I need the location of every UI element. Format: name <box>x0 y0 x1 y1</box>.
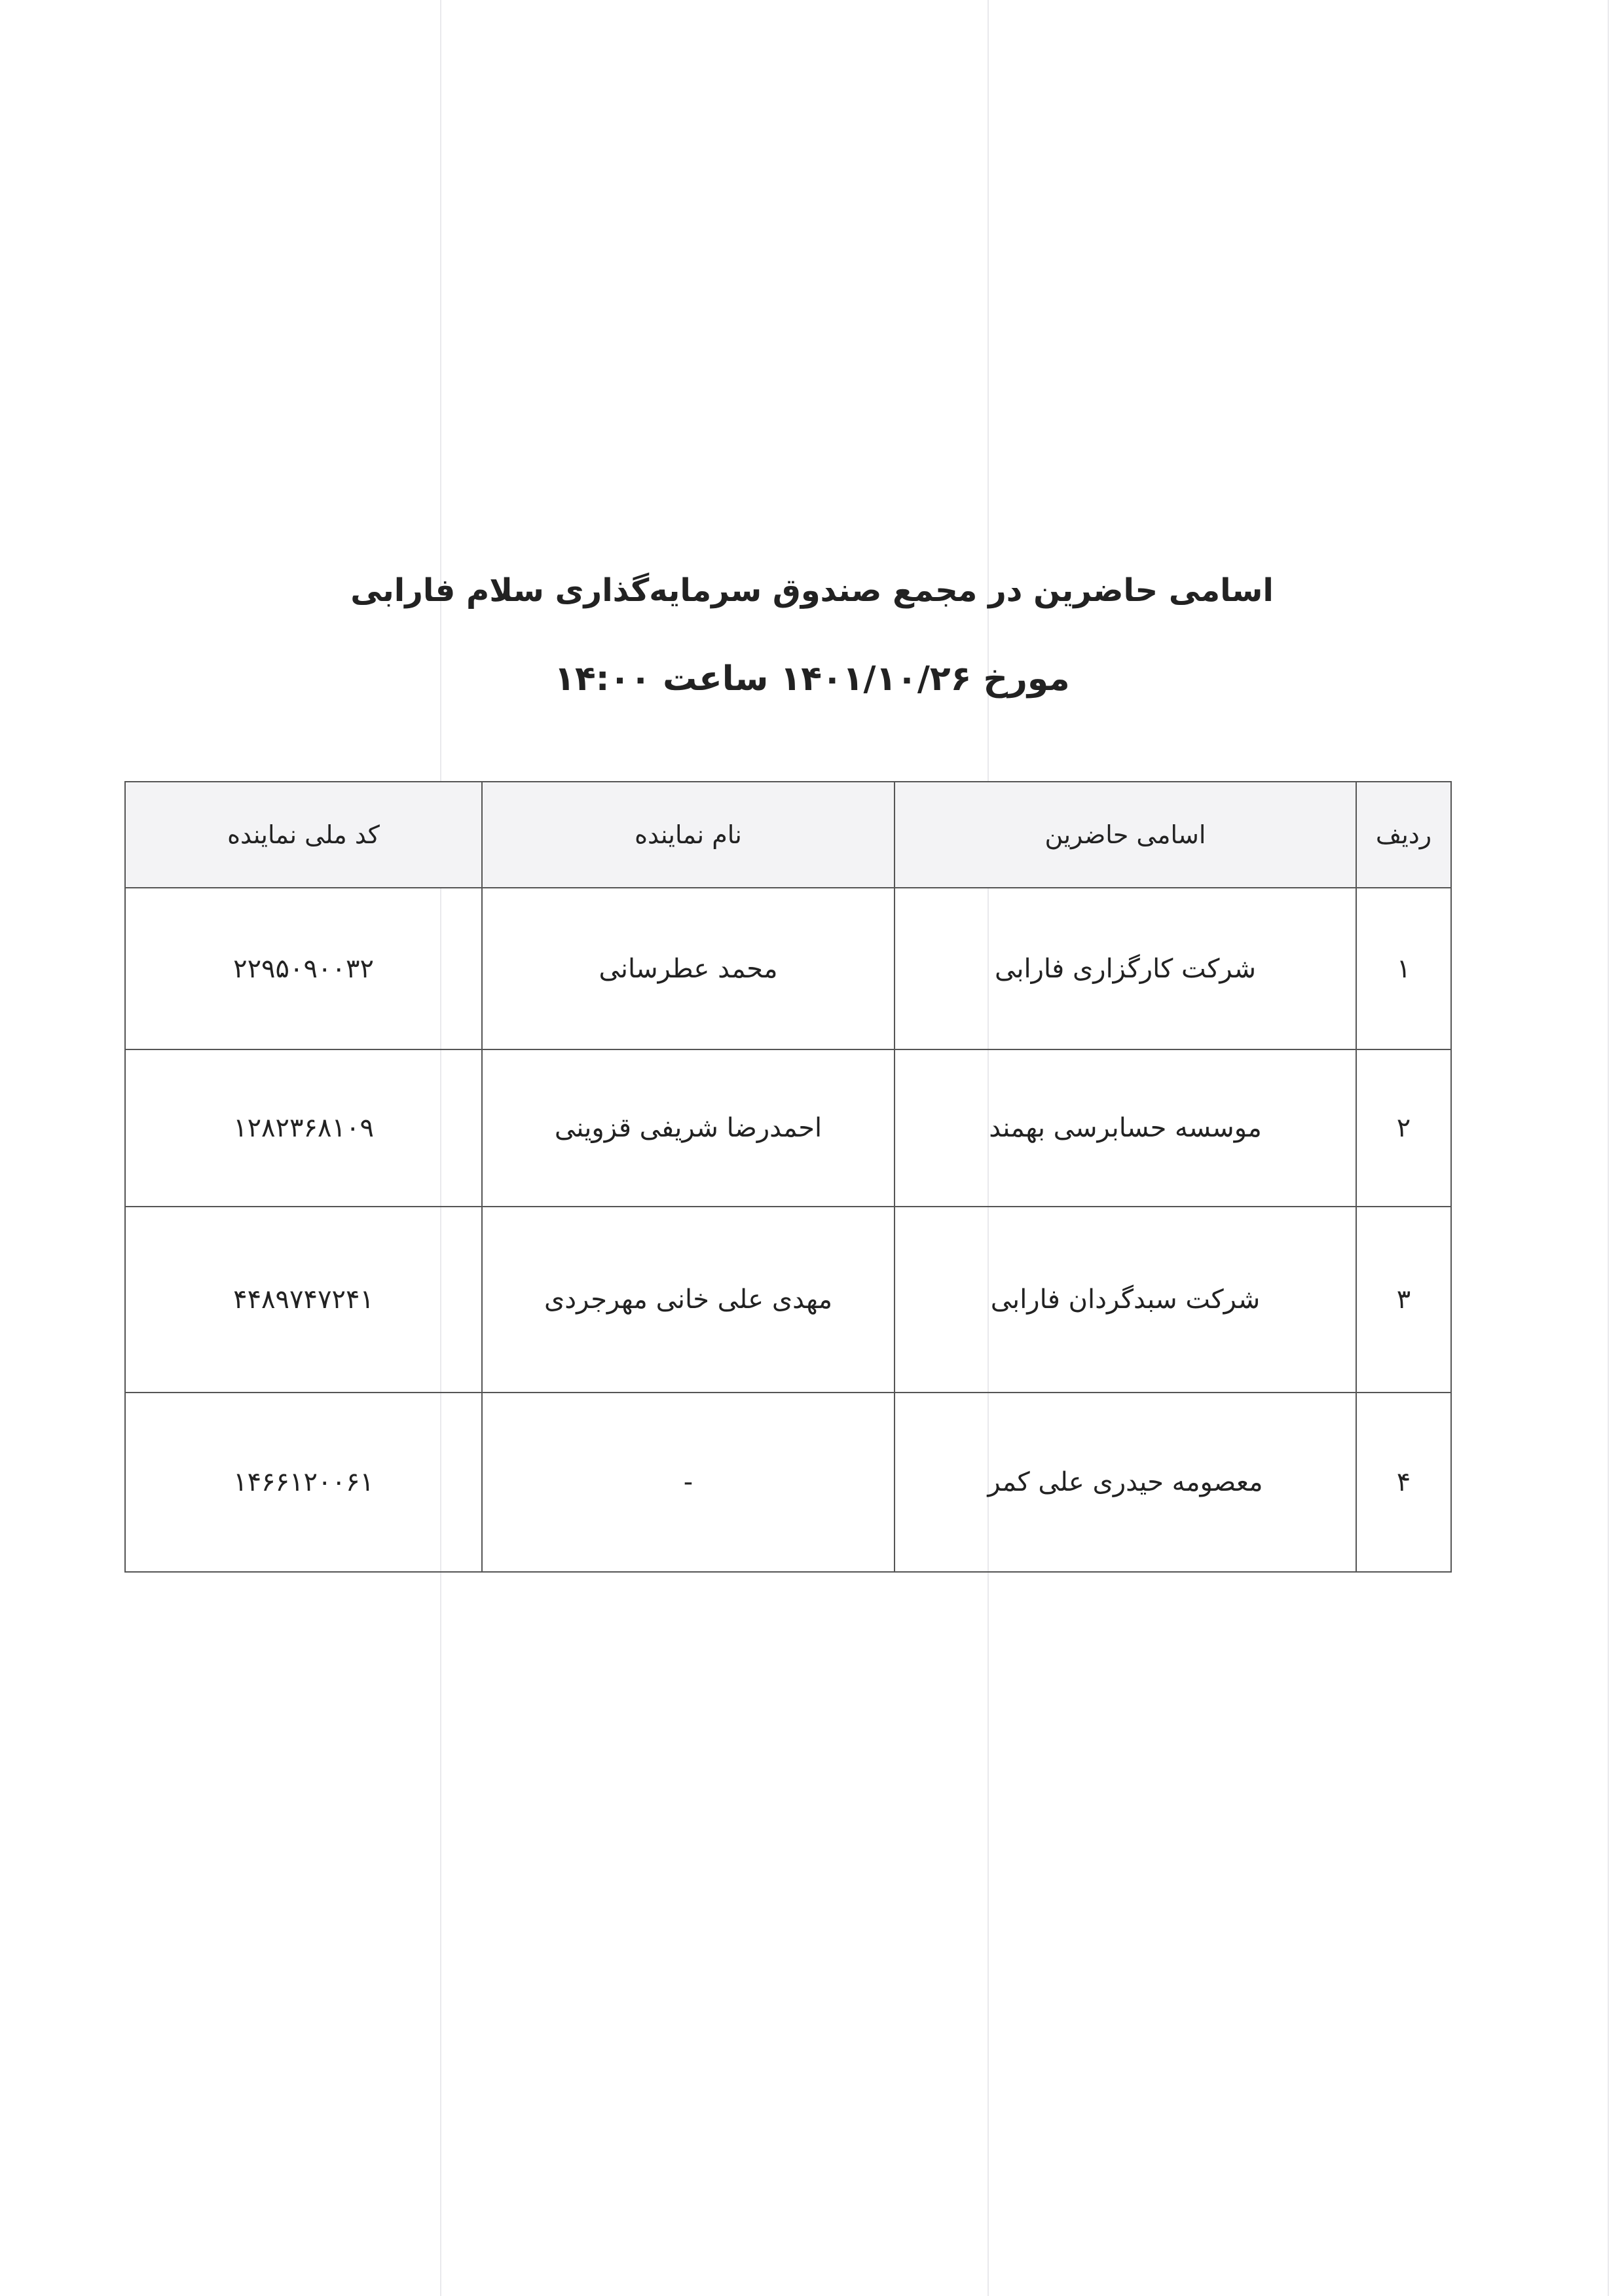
attendees-table <box>124 781 1452 1573</box>
cell-representative: احمدرضا شریفی قزوینی <box>482 1049 895 1207</box>
table-header-row <box>125 782 1451 888</box>
table-row <box>125 1393 1451 1572</box>
header-attendee: اسامی حاضرین <box>895 782 1356 888</box>
header-national-code: کد ملی نماینده <box>125 782 482 888</box>
header-representative: نام نماینده <box>482 782 895 888</box>
cell-attendee: موسسه حسابرسی بهمند <box>895 1049 1356 1207</box>
page-title: اسامی حاضرین در مجمع صندوق سرمایه‌گذاری سلام فارابی <box>350 572 1274 609</box>
cell-representative: مهدی علی خانی مهرجردی <box>482 1207 895 1393</box>
header-row-number: ردیف <box>1356 782 1451 888</box>
cell-row-number: ۴ <box>1356 1393 1451 1572</box>
cell-attendee: شرکت سبدگردان فارابی <box>895 1207 1356 1393</box>
table-row <box>125 1049 1451 1207</box>
cell-row-number: ۳ <box>1356 1207 1451 1393</box>
cell-attendee: معصومه حیدری علی کمر <box>895 1393 1356 1572</box>
cell-representative: - <box>482 1393 895 1572</box>
cell-representative: محمد عطرسانی <box>482 888 895 1049</box>
scan-streak <box>1608 0 1609 2296</box>
table-row <box>125 888 1451 1049</box>
cell-row-number: ۱ <box>1356 888 1451 1049</box>
cell-row-number: ۲ <box>1356 1049 1451 1207</box>
attendees-table-container <box>124 781 1450 1573</box>
table-row <box>125 1207 1451 1393</box>
cell-national-code: ۲۲۹۵۰۹۰۰۳۲ <box>125 888 482 1049</box>
cell-national-code: ۱۲۸۲۳۶۸۱۰۹ <box>125 1049 482 1207</box>
page-subtitle: مورخ ۱۴۰۱/۱۰/۲۶ ساعت ۱۴:۰۰ <box>554 659 1070 699</box>
cell-national-code: ۱۴۶۶۱۲۰۰۶۱ <box>125 1393 482 1572</box>
cell-national-code: ۴۴۸۹۷۴۷۲۴۱ <box>125 1207 482 1393</box>
cell-attendee: شرکت کارگزاری فارابی <box>895 888 1356 1049</box>
